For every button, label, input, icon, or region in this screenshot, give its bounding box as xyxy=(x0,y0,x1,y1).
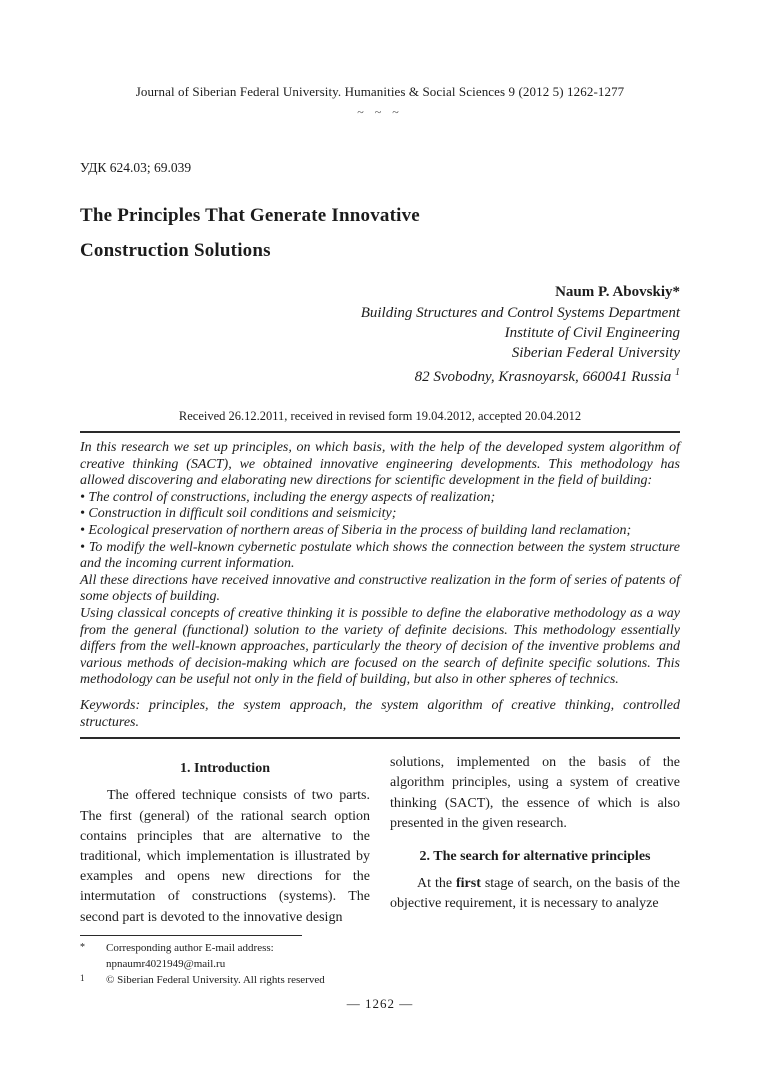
emphasis-first: first xyxy=(456,876,481,892)
footnote-marker-one: 1 xyxy=(80,972,85,983)
body-columns xyxy=(80,753,680,928)
footnote-copyright xyxy=(80,972,370,988)
divider-top xyxy=(80,431,680,433)
affiliation-footnote-mark: 1 xyxy=(675,367,680,378)
abstract-paragraph: In this research we set up principles, on which basis, with the help of the developed system algorithm of creative thinking (SACT), we obtained innovative engineering developments. This methodology has allowed discovering and elaborating new directions for scientific development in the field of building: xyxy=(80,440,680,489)
footnote-block xyxy=(80,935,370,988)
journal-header-line: Journal of Siberian Federal University. Humanities & Social Sciences 9 (2012 5) 1262-1277 xyxy=(135,84,625,99)
footnote-marker-asterisk: * xyxy=(80,941,85,953)
paper-title xyxy=(80,198,680,268)
received-dates-line: Received 26.12.2011, received in revised form 19.04.2012, accepted 20.04.2012 xyxy=(178,409,582,423)
author-name: Naum P. Abovskiy* xyxy=(555,284,680,300)
page-number: — 1262 — xyxy=(346,995,414,1011)
footnote-corresponding-author xyxy=(80,940,370,972)
tilde-ornament: ~ ~ ~ xyxy=(357,105,403,119)
body-paragraph: The offered technique consists of two parts. The first (general) of the rational search option contains principles that are alternative to the traditional, which implementation is illustrated by examples and opens new directions for the intermutation of constructions (systems). The second part is devoted to the innovative design xyxy=(80,788,370,925)
divider-abstract-bottom xyxy=(80,737,680,739)
abstract-bullet: • The control of constructions, including the energy aspects of realization; xyxy=(80,489,496,505)
footnote-text: © Siberian Federal University. All rights reserved xyxy=(106,973,325,986)
footnote-text: Corresponding author E-mail address: npnaumr4021949@mail.ru xyxy=(106,941,274,970)
paper-title-line1: The Principles That Generate Innovative xyxy=(80,205,420,226)
footnote-divider xyxy=(80,935,302,936)
section-heading-introduction: 1. Introduction xyxy=(180,761,270,777)
body-paragraph: At the first stage of search, on the basis of the objective requirement, it is necessary to analyze xyxy=(390,876,680,912)
abstract-paragraph: Using classical concepts of creative thinking it is possible to define the elaborative methodology as a way from the general (functional) solution to the variety of definite decisions. This methodology essentially differs from the well-known approaches, particularly the theory of decision of the inventive problems and various methods of decision-making which are focused on the search of definite specific solutions. This methodology can be useful not only in the field of building, but also in other spheres of technics. xyxy=(80,605,680,688)
affiliation-line-university: Siberian Federal University xyxy=(511,345,680,361)
affiliation-line-department: Building Structures and Control Systems Department xyxy=(360,305,680,321)
affiliation-line-institute: Institute of Civil Engineering xyxy=(504,325,680,341)
section-heading-search-principles: 2. The search for alternative principles xyxy=(419,848,651,864)
udk-code: УДК 624.03; 69.039 xyxy=(80,160,192,175)
abstract-bullet: • Ecological preservation of northern areas of Siberia in the process of building land reclamation; xyxy=(80,522,632,538)
abstract xyxy=(80,440,680,689)
keywords-line: Keywords: principles, the system approach, the system algorithm of creative thinking, controlled structures. xyxy=(80,697,680,730)
abstract-bullet: • To modify the well-known cybernetic postulate which shows the connection between the system structure and the incoming current information. xyxy=(80,539,680,572)
affiliation-line-address: 82 Svobodny, Krasnoyarsk, 660041 Russia $^1$ xyxy=(414,367,680,385)
paper-title-line2: Construction Solutions xyxy=(80,240,271,261)
abstract-paragraph: All these directions have received innovative and constructive realization in the form of series of patents of some objects of building. xyxy=(80,572,680,605)
abstract-bullet: • Construction in difficult soil conditions and seismicity; xyxy=(80,506,397,522)
right-column xyxy=(390,753,680,928)
body-paragraph-continued: solutions, implemented on the basis of the algorithm principles, using a system of creative thinking (SACT), the essence of which is also presented in the given research. xyxy=(390,755,680,831)
author-block xyxy=(80,284,680,387)
left-column xyxy=(80,753,370,928)
